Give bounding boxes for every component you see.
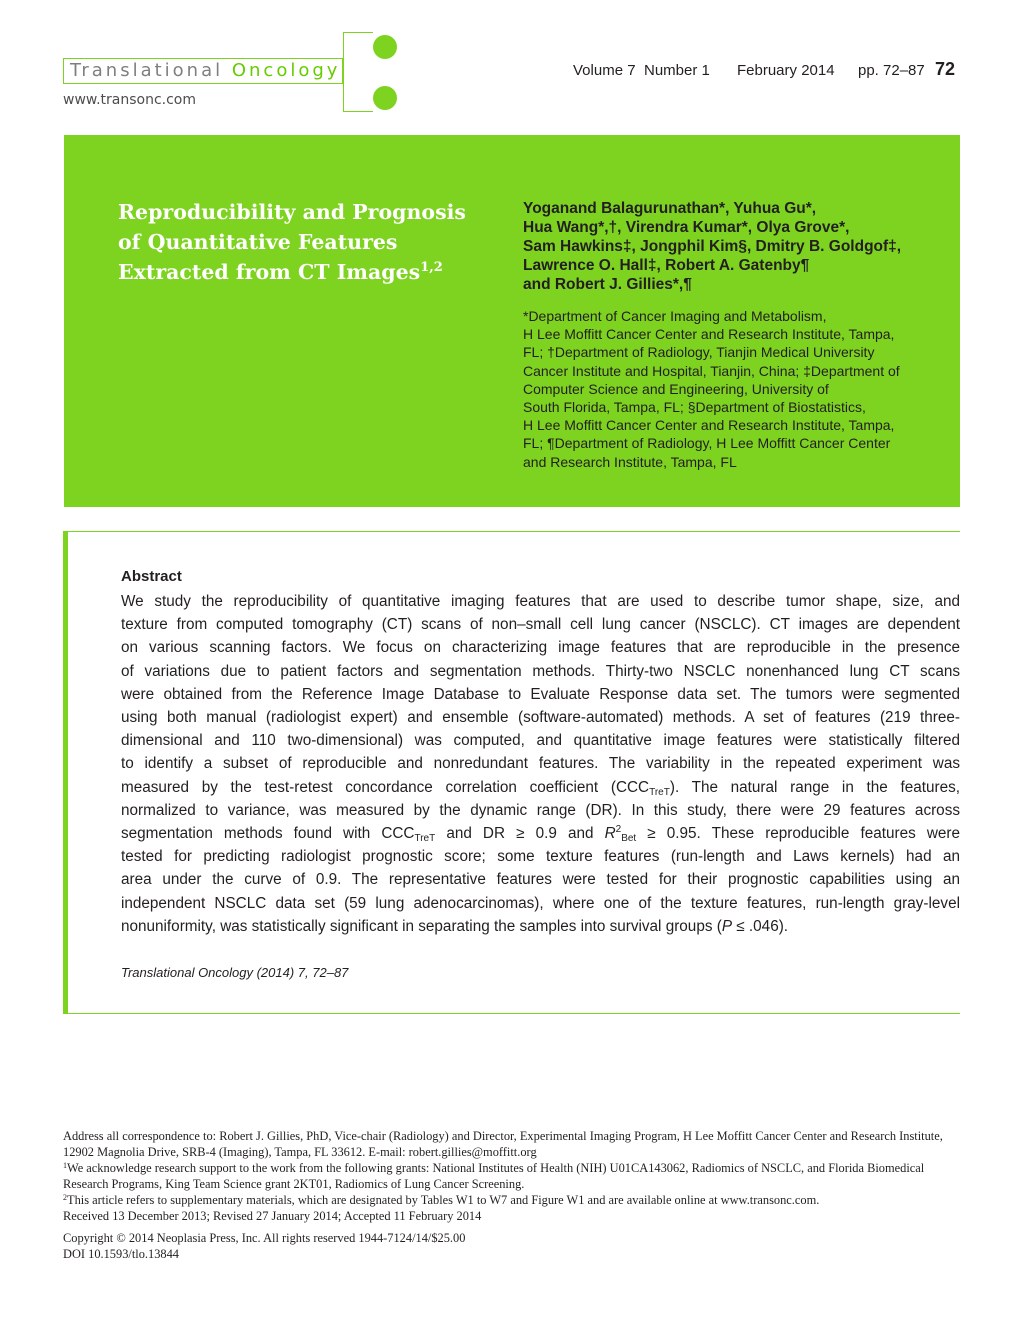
- page-number: 72: [935, 59, 956, 79]
- affiliation-line: Cancer Institute and Hospital, Tianjin, China; ‡Department of: [523, 362, 900, 379]
- abstract-line: independent NSCLC data set (59 lung adenocarcinomas), where one of the texture features, run-length gray-level: [121, 894, 960, 912]
- author-line: and Robert J. Gillies*,¶: [523, 276, 692, 293]
- title-line: of Quantitative Features: [118, 230, 398, 254]
- abstract-line: of variations due to patient factors and segmentation methods. Thirty-two NSCLC nonenhanced lung CT scans: [121, 662, 960, 680]
- abstract-line: texture from computed tomography (CT) scans of non–small cell lung cancer (NSCLC). CT images are dependent: [121, 616, 960, 634]
- author-line: Sam Hawkins‡, Jongphil Kim§, Dmitry B. Goldgof‡,: [523, 238, 902, 255]
- abstract-line: area under the curve of 0.9. The representative features were tested for their prognostic capabilities using an: [121, 871, 960, 889]
- abstract-accent-bar: [63, 531, 68, 1014]
- volume: Volume 7: [573, 62, 636, 79]
- journal-url[interactable]: www.transonc.com: [63, 92, 196, 108]
- correspondence-line: 12902 Magnolia Drive, SRB-4 (Imaging), Tampa, FL 33612. E-mail: robert.gillies@moffitt.org: [63, 1145, 537, 1160]
- abstract-line: We study the reproducibility of quantitative imaging features that are used to describe tumor shape, size, and: [121, 593, 960, 610]
- abstract-line: to identify a subset of reproducible and nonredundant features. The variability in the repeated experiment was: [121, 755, 960, 773]
- author-list: [523, 199, 943, 294]
- affiliations: [523, 307, 943, 471]
- author-line: Hua Wang*,†, Virendra Kumar*, Olya Grove*,: [523, 219, 850, 236]
- title-line: Reproducibility and Prognosis: [118, 200, 466, 224]
- footnote-2: $^2$This article refers to supplementary materials, which are designated by Tables W1 to W7 and Figure W1 and are available online at www.transonc.com.: [63, 1193, 820, 1208]
- abstract-bottom-rule: [68, 1013, 960, 1014]
- page-range: pp. 72–87: [858, 62, 925, 79]
- logo-dots-icon: [343, 32, 399, 112]
- journal-logo: [63, 58, 343, 84]
- abstract-body: [121, 590, 960, 938]
- footnotes: [63, 1128, 965, 1225]
- abstract-line: tested for predicting radiologist prognostic score; some texture features (run-length and Laws kernels) had an: [121, 848, 960, 866]
- correspondence-line: Address all correspondence to: Robert J. Gillies, PhD, Vice-chair (Radiology) and Director, Experimental Imaging Program, H Lee Moffitt Cancer Center and Research Institute,: [63, 1129, 943, 1143]
- abstract-line: segmentation methods found with $CCC_{TreT}$ and DR ≥ 0.9 and $R^2_{Bet} \ge 0.95$. These reproducible features were: [121, 824, 960, 845]
- citation: Translational Oncology (2014) 7, 72–87: [121, 965, 349, 980]
- abstract-line: using both manual (radiologist expert) and ensemble (software-automated) methods. A set of features (219 three-: [121, 709, 960, 727]
- journal-name-word2: Oncology: [231, 60, 341, 81]
- abstract-line: were obtained from the Reference Image Database to Evaluate Response data set. The tumors were segmented: [121, 685, 960, 703]
- journal-name-word1: Translational: [70, 60, 224, 81]
- affiliation-line: and Research Institute, Tampa, FL: [523, 453, 737, 470]
- copyright-block: [63, 1231, 465, 1262]
- footnote-1: $^1$We acknowledge research support to the work from the following grants: National Institutes of Health (NIH) U01CA143062, Radiomics of NSCLC, and Florida Biomedical: [63, 1161, 925, 1176]
- abstract-top-rule: [68, 531, 960, 532]
- title-footnote-mark: 1,2: [420, 260, 443, 275]
- affiliation-line: FL; †Department of Radiology, Tianjin Medical University: [523, 344, 875, 361]
- title-line: Extracted from CT Images$^{1,2}$: [118, 260, 443, 284]
- abstract-line: nonuniformity, was statistically significant in separating the samples into survival groups (P ≤ .046).: [121, 917, 789, 935]
- author-line: Yoganand Balagurunathan*, Yuhua Gu*,: [523, 200, 817, 217]
- abstract-line: measured by the test-retest concordance correlation coefficient $(CCC_{TreT})$. The natural range in the features,: [121, 778, 960, 798]
- issue-date: February 2014: [737, 62, 835, 79]
- affiliation-line: H Lee Moffitt Cancer Center and Research Institute, Tampa,: [523, 326, 895, 343]
- doi[interactable]: DOI 10.1593/tlo.13844: [63, 1246, 179, 1261]
- copyright: Copyright © 2014 Neoplasia Press, Inc. All rights reserved 1944-7124/14/$25.00: [63, 1231, 466, 1245]
- affiliation-line: FL; ¶Department of Radiology, H Lee Moffitt Cancer Center: [523, 435, 891, 452]
- abstract-line: on various scanning factors. We focus on characterizing image features that are reproducible in the presence: [121, 639, 960, 657]
- article-title: [118, 197, 478, 287]
- affiliation-line: Computer Science and Engineering, University of: [523, 380, 829, 397]
- received-dates: Received 13 December 2013; Revised 27 January 2014; Accepted 11 February 2014: [63, 1209, 482, 1224]
- issue-number: Number 1: [644, 62, 710, 79]
- affiliation-line: H Lee Moffitt Cancer Center and Research Institute, Tampa,: [523, 417, 895, 434]
- abstract-heading: Abstract: [121, 568, 182, 585]
- affiliation-line: South Florida, Tampa, FL; §Department of Biostatistics,: [523, 399, 866, 416]
- footnote-1-cont: Research Programs, King Team Science grant 2KT01, Radiomics of Lung Cancer Screening.: [63, 1177, 525, 1192]
- author-line: Lawrence O. Hall‡, Robert A. Gatenby¶: [523, 257, 810, 274]
- affiliation-line: *Department of Cancer Imaging and Metabolism,: [523, 308, 827, 324]
- abstract-line: normalized to variance, was measured by the dynamic range (DR). In this study, there were 29 features across: [121, 801, 960, 819]
- abstract-line: dimensional and 110 two-dimensional) was computed, and quantitative image features were statistically filtered: [121, 732, 960, 750]
